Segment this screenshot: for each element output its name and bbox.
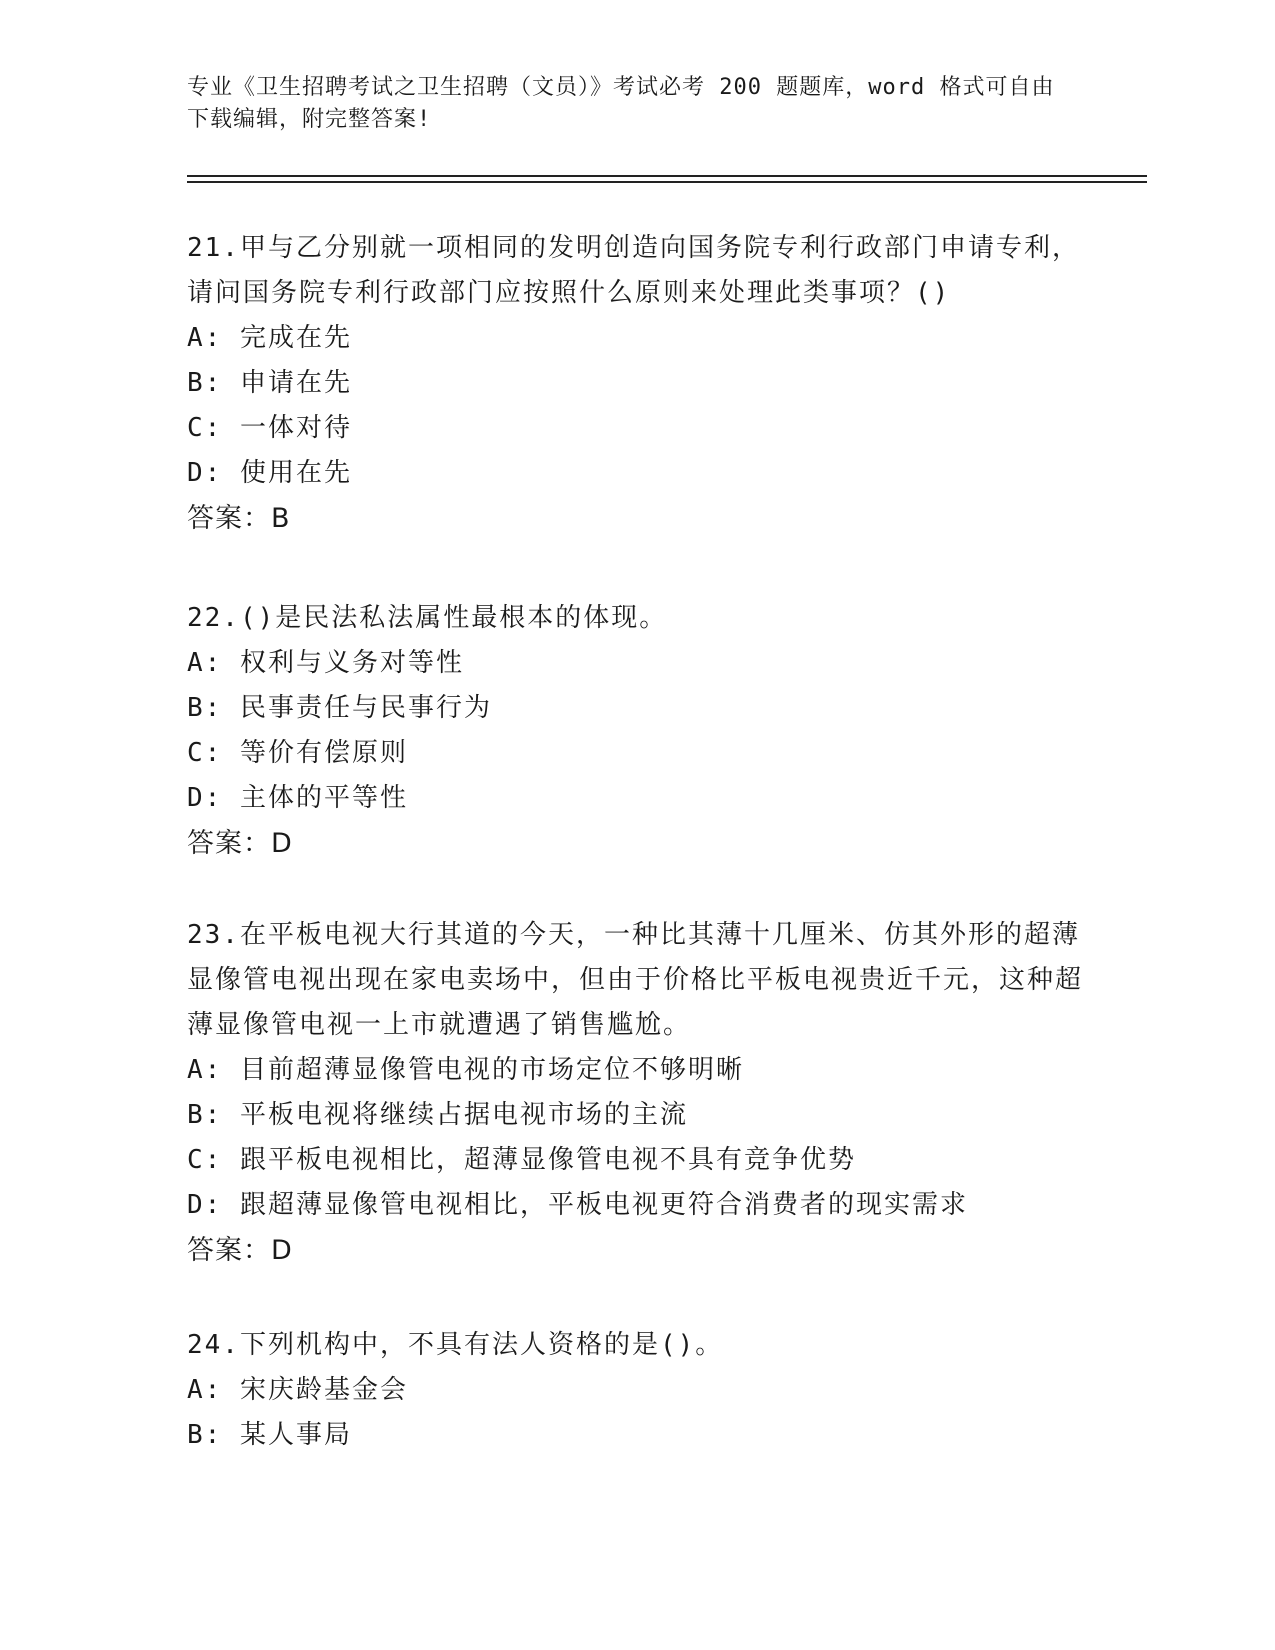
option-a: A: 目前超薄显像管电视的市场定位不够明晰: [187, 1055, 744, 1085]
answer: 答案：D: [187, 828, 293, 859]
question-23: [187, 913, 1087, 1273]
header-divider-bottom: [187, 181, 1147, 183]
option-b: B: 某人事局: [187, 1420, 352, 1450]
option-c: C: 等价有偿原则: [187, 738, 408, 768]
option-b: B: 平板电视将继续占据电视市场的主流: [187, 1100, 688, 1130]
answer: 答案：D: [187, 1235, 293, 1266]
header-divider-top: [187, 175, 1147, 177]
option-c: C: 一体对待: [187, 413, 352, 443]
question-stem: 24.下列机构中，不具有法人资格的是()。: [187, 1330, 724, 1360]
document-header: 专业《卫生招聘考试之卫生招聘（文员）》考试必考 200 题题库，word 格式可自由下载编辑，附完整答案!: [187, 75, 1055, 132]
question-24: [187, 1323, 1087, 1458]
question-22: [187, 596, 1087, 866]
option-a: A: 完成在先: [187, 323, 352, 353]
option-d: D: 跟超薄显像管电视相比，平板电视更符合消费者的现实需求: [187, 1190, 968, 1220]
option-d: D: 使用在先: [187, 458, 352, 488]
option-a: A: 权利与义务对等性: [187, 648, 464, 678]
option-b: B: 申请在先: [187, 368, 352, 398]
question-stem: 23.在平板电视大行其道的今天，一种比其薄十几厘米、仿其外形的超薄显像管电视出现在家电卖场中，但由于价格比平板电视贵近千元，这种超薄显像管电视一上市就遭遇了销售尴尬。: [187, 920, 1084, 1040]
question-21: [187, 226, 1087, 541]
answer: 答案：B: [187, 503, 291, 534]
question-stem: 21.甲与乙分别就一项相同的发明创造向国务院专利行政部门申请专利，请问国务院专利行政部门应按照什么原则来处理此类事项？(): [187, 233, 1080, 308]
option-a: A: 宋庆龄基金会: [187, 1375, 408, 1405]
option-b: B: 民事责任与民事行为: [187, 693, 492, 723]
question-stem: 22.()是民法私法属性最根本的体现。: [187, 603, 668, 633]
option-c: C: 跟平板电视相比，超薄显像管电视不具有竞争优势: [187, 1145, 856, 1175]
option-d: D: 主体的平等性: [187, 783, 408, 813]
